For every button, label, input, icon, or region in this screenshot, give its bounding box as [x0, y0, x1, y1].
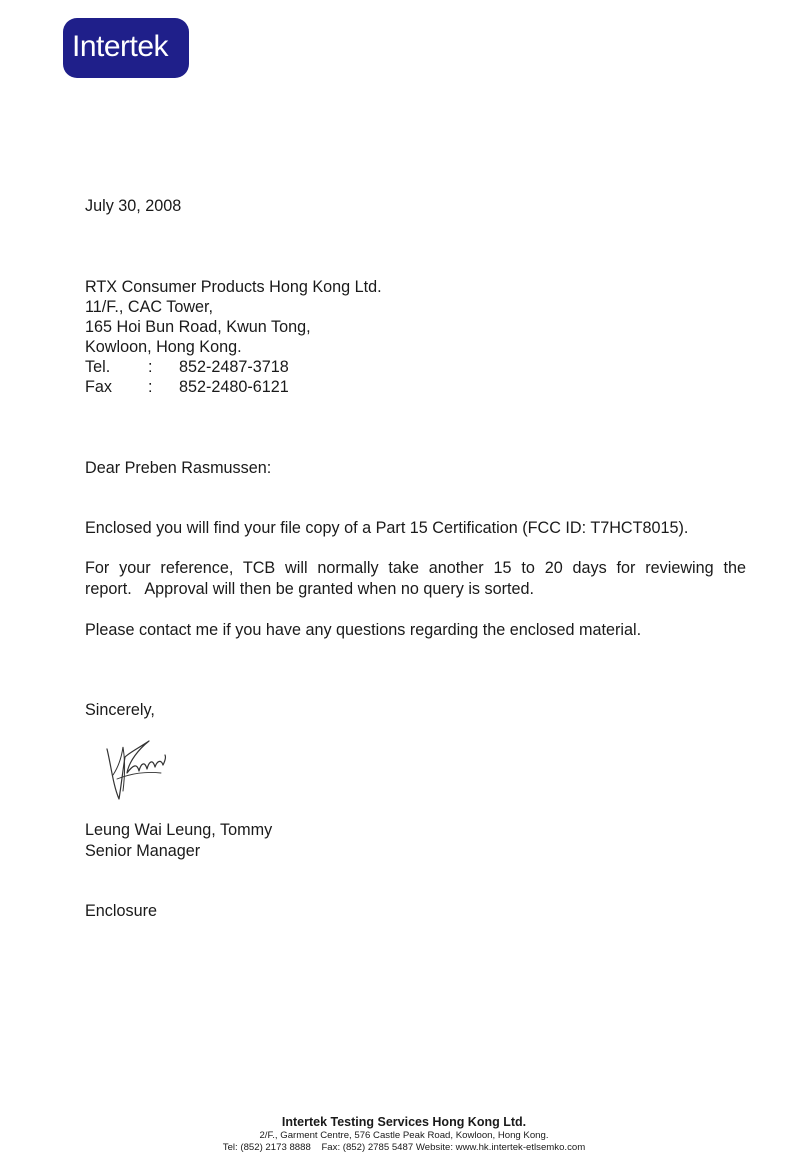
paragraph-contact: Please contact me if you have any questions regarding the enclosed material. [85, 621, 642, 639]
tel-label: Tel. [85, 358, 111, 376]
paragraph-reference-line1: For your reference, TCB will normally take another 15 to 20 days for reviewing the [85, 559, 746, 577]
signature-image [103, 735, 169, 803]
paragraph-reference-line2: report. Approval will then be granted when no query is sorted. [85, 580, 535, 598]
closing: Sincerely, [85, 701, 155, 719]
intertek-logo [63, 18, 189, 78]
footer-company: Intertek Testing Services Hong Kong Ltd. [281, 1115, 527, 1129]
tel-separator: : [148, 358, 153, 376]
fax-label: Fax [85, 378, 112, 396]
fax-value: 852-2480-6121 [179, 378, 289, 396]
paragraph-reference [85, 558, 746, 600]
salutation: Dear Preben Rasmussen: [85, 459, 272, 477]
paragraph-enclosed: Enclosed you will find your file copy of a Part 15 Certification (FCC ID: T7HCT8015). [85, 519, 689, 537]
fax-separator: : [148, 378, 153, 396]
letter-date: July 30, 2008 [85, 197, 182, 215]
signer-title: Senior Manager [85, 842, 201, 860]
recipient-address-line2: 165 Hoi Bun Road, Kwun Tong, [85, 318, 311, 336]
signer-name: Leung Wai Leung, Tommy [85, 821, 273, 839]
recipient-company: RTX Consumer Products Hong Kong Ltd. [85, 278, 382, 296]
recipient-address-line3: Kowloon, Hong Kong. [85, 338, 242, 356]
footer-address: 2/F., Garment Centre, 576 Castle Peak Road, Kowloon, Hong Kong. [259, 1130, 549, 1141]
footer-contact: Tel: (852) 2173 8888 Fax: (852) 2785 5487 Website: www.hk.intertek-etlsemko.com [222, 1142, 586, 1153]
tel-value: 852-2487-3718 [179, 358, 289, 376]
logo-text: Intertek [72, 30, 169, 63]
enclosure-note: Enclosure [85, 902, 157, 920]
recipient-address-line1: 11/F., CAC Tower, [85, 298, 214, 316]
